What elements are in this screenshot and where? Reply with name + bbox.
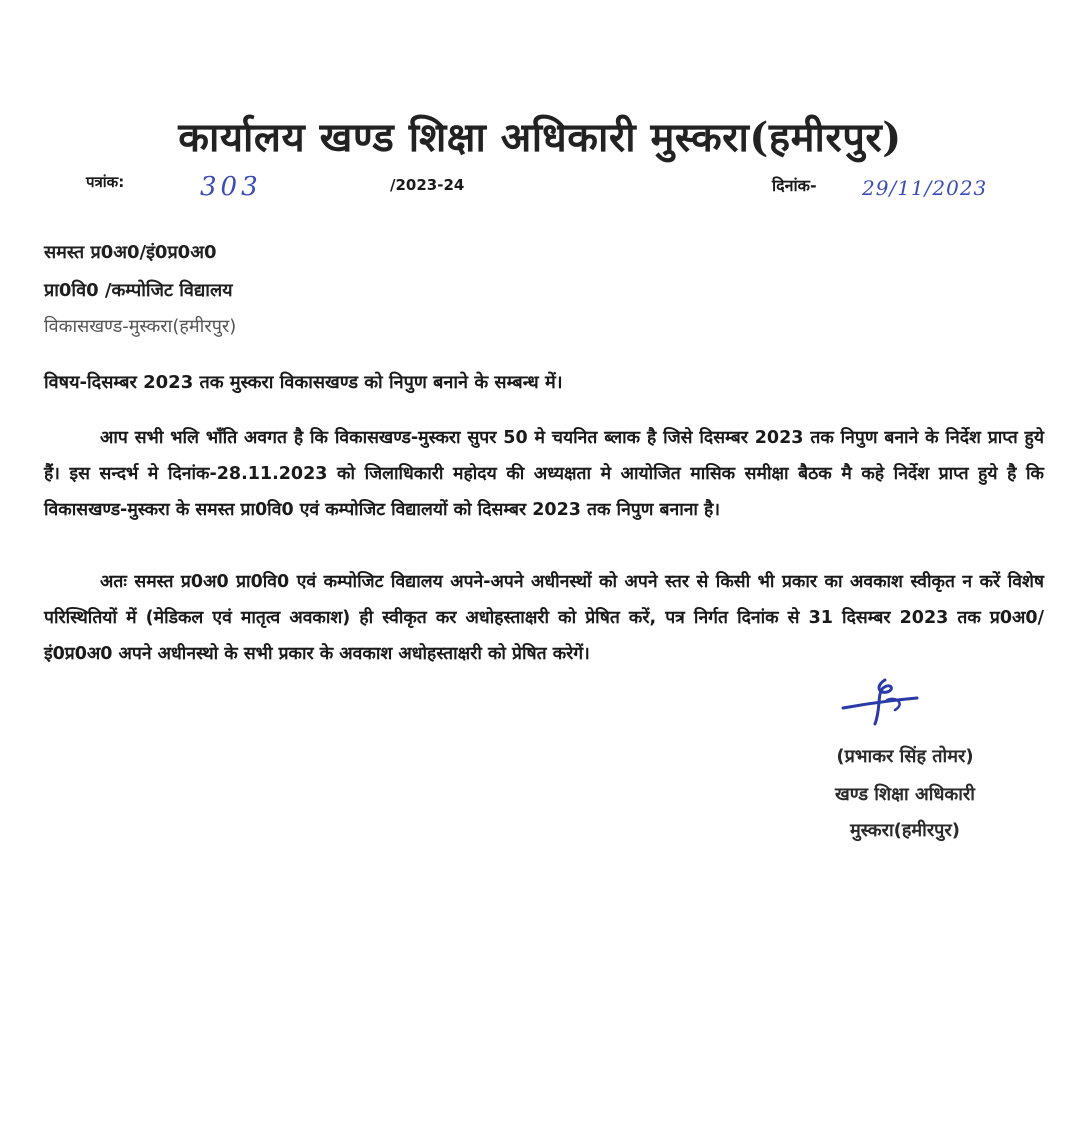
body-paragraph-2: अतः समस्त प्र0अ0 प्रा0वि0 एवं कम्पोजिट विद्यालय अपने-अपने अधीनस्थों को अपने स्तर से किसी भी प्रकार का अवकाश स्वीकृत न करें विशेष परिस्थितियों में (मेडिकल एवं मातृत्व अवकाश) ही स्वीकृत कर अधोहस्ताक्षरी को प्रेषित करें, पत्र निर्गत दिनांक से 31 दिसम्बर 2023 तक प्र0अ0/इं0प्र0अ0 अपने अधीनस्थो के सभी प्रकार के अवकाश अधोहस्ताक्षरी को प्रेषित करेगें। bbox=[44, 572, 1044, 664]
reference-row bbox=[0, 170, 1080, 210]
handwritten-signature-icon bbox=[835, 678, 925, 728]
recipient-line-1: समस्त प्र0अ0/इं0प्र0अ0 bbox=[44, 242, 217, 263]
date-label: दिनांक- bbox=[772, 176, 817, 195]
date-value: 29/11/2023 bbox=[862, 176, 988, 200]
recipient-line-2: प्रा0वि0 /कम्पोजिट विद्यालय bbox=[44, 280, 233, 301]
signatory-name: (प्रभाकर सिंह तोमर) bbox=[836, 746, 974, 767]
reference-session: /2023-24 bbox=[390, 176, 465, 194]
recipient-line-3: विकासखण्ड-मुस्करा(हमीरपुर) bbox=[44, 316, 237, 337]
reference-label: पत्रांक: bbox=[86, 173, 125, 191]
office-title: कार्यालय खण्ड शिक्षा अधिकारी मुस्करा(हमीरपुर) bbox=[178, 114, 902, 161]
signatory-location: मुस्करा(हमीरपुर) bbox=[850, 820, 960, 841]
signatory-designation: खण्ड शिक्षा अधिकारी bbox=[835, 784, 975, 805]
subject-line: विषय-दिसम्बर 2023 तक मुस्करा विकासखण्ड को निपुण बनाने के सम्बन्ध में। bbox=[44, 372, 563, 393]
reference-number: 303 bbox=[200, 172, 262, 202]
body-paragraph-1: आप सभी भलि भाँति अवगत है कि विकासखण्ड-मुस्करा सुपर 50 मे चयनित ब्लाक है जिसे दिसम्बर 2023 तक निपुण बनाने के निर्देश प्राप्त हुये हैं। इस सन्दर्भ मे दिनांक-28.11.2023 को जिलाधिकारी महोदय की अध्यक्षता मे आयोजित मासिक समीक्षा बैठक मै कहे निर्देश प्राप्त हुये है कि विकासखण्ड-मुस्करा के समस्त प्रा0वि0 एवं कम्पोजिट विद्यालयों को दिसम्बर 2023 तक निपुण बनाना है। bbox=[44, 428, 1044, 520]
